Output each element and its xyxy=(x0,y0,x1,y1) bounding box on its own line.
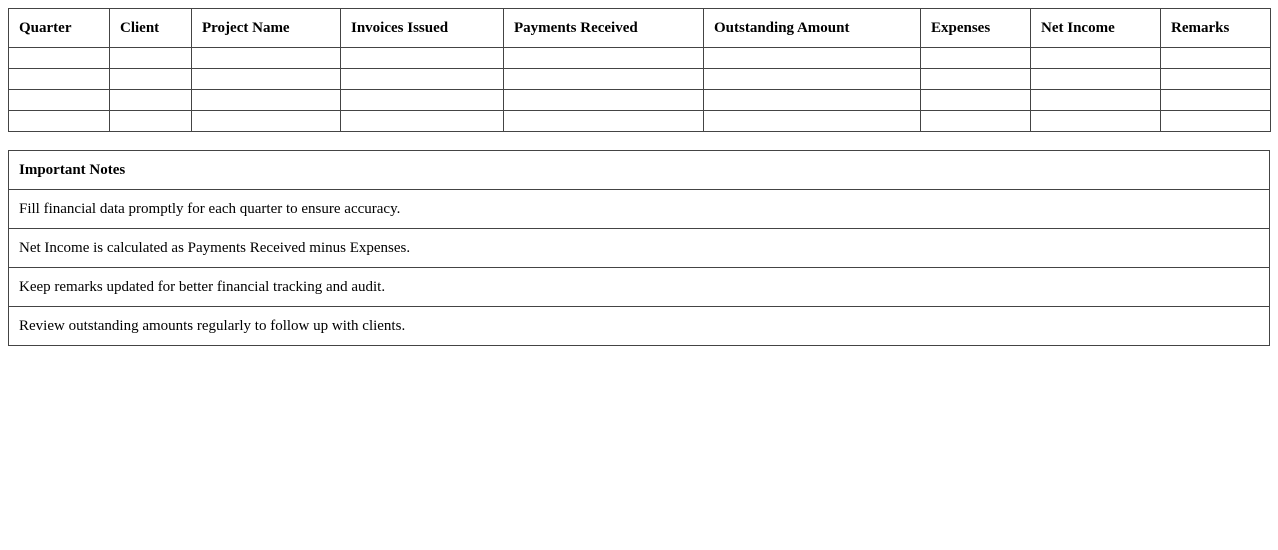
table-cell[interactable] xyxy=(921,48,1031,69)
table-row xyxy=(9,69,1271,90)
note-item: Fill financial data promptly for each quarter to ensure accuracy. xyxy=(9,190,1270,229)
table-cell[interactable] xyxy=(504,111,704,132)
table-cell[interactable] xyxy=(704,69,921,90)
header-project-name: Project Name xyxy=(192,9,341,48)
table-cell[interactable] xyxy=(1031,69,1161,90)
table-cell[interactable] xyxy=(504,69,704,90)
table-cell[interactable] xyxy=(504,90,704,111)
table-cell[interactable] xyxy=(1161,111,1271,132)
table-cell[interactable] xyxy=(192,90,341,111)
table-row xyxy=(9,48,1271,69)
notes-title: Important Notes xyxy=(9,151,1270,190)
table-row xyxy=(9,90,1271,111)
note-item: Review outstanding amounts regularly to follow up with clients. xyxy=(9,307,1270,346)
note-item: Keep remarks updated for better financial tracking and audit. xyxy=(9,268,1270,307)
header-row xyxy=(9,9,1271,48)
table-cell[interactable] xyxy=(341,111,504,132)
table-cell[interactable] xyxy=(9,48,110,69)
table-row xyxy=(9,111,1271,132)
header-net-income: Net Income xyxy=(1031,9,1161,48)
table-cell[interactable] xyxy=(704,90,921,111)
header-invoices-issued: Invoices Issued xyxy=(341,9,504,48)
table-cell[interactable] xyxy=(9,69,110,90)
table-cell[interactable] xyxy=(9,90,110,111)
table-cell[interactable] xyxy=(341,90,504,111)
table-cell[interactable] xyxy=(341,69,504,90)
header-payments-received: Payments Received xyxy=(504,9,704,48)
header-expenses: Expenses xyxy=(921,9,1031,48)
table-cell[interactable] xyxy=(921,111,1031,132)
table-cell[interactable] xyxy=(1031,90,1161,111)
table-cell[interactable] xyxy=(504,48,704,69)
table-cell[interactable] xyxy=(1031,48,1161,69)
header-outstanding-amount: Outstanding Amount xyxy=(704,9,921,48)
table-cell[interactable] xyxy=(192,48,341,69)
table-cell[interactable] xyxy=(110,48,192,69)
table-cell[interactable] xyxy=(1161,69,1271,90)
header-quarter: Quarter xyxy=(9,9,110,48)
table-cell[interactable] xyxy=(110,69,192,90)
notes-table xyxy=(8,150,1270,346)
table-cell[interactable] xyxy=(921,90,1031,111)
header-client: Client xyxy=(110,9,192,48)
table-cell[interactable] xyxy=(192,111,341,132)
financial-table xyxy=(8,8,1271,132)
table-cell[interactable] xyxy=(192,69,341,90)
table-cell[interactable] xyxy=(110,111,192,132)
table-cell[interactable] xyxy=(1161,48,1271,69)
table-cell[interactable] xyxy=(921,69,1031,90)
table-cell[interactable] xyxy=(1031,111,1161,132)
table-cell[interactable] xyxy=(704,111,921,132)
table-cell[interactable] xyxy=(1161,90,1271,111)
table-cell[interactable] xyxy=(110,90,192,111)
table-cell[interactable] xyxy=(704,48,921,69)
table-cell[interactable] xyxy=(341,48,504,69)
note-item: Net Income is calculated as Payments Received minus Expenses. xyxy=(9,229,1270,268)
table-cell[interactable] xyxy=(9,111,110,132)
header-remarks: Remarks xyxy=(1161,9,1271,48)
